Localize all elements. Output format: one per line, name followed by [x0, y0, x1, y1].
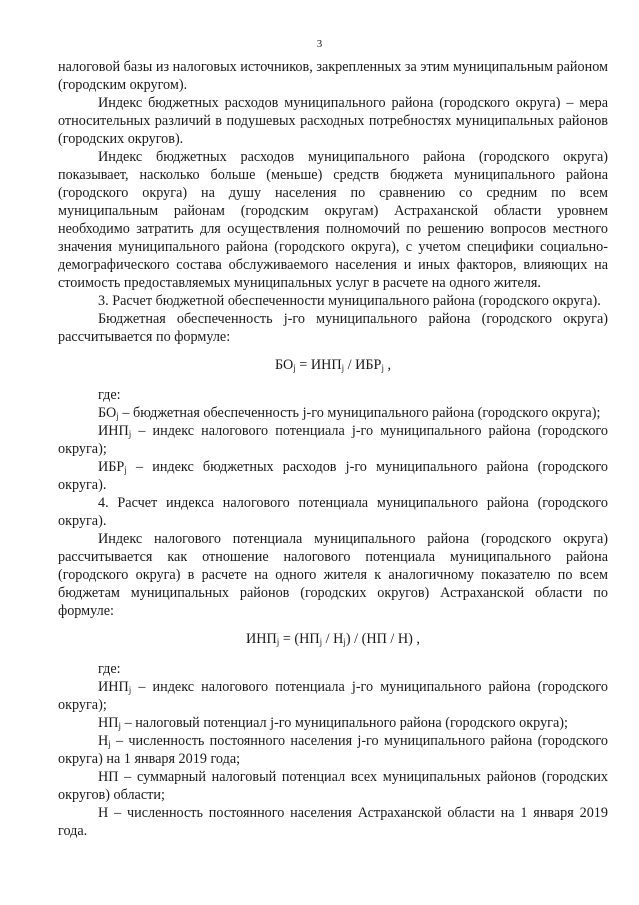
- paragraph: Индекс бюджетных расходов муниципального района (городского округа) – мера относительных различий в подушевых расходных потребностях муниципальных районов (городских округов).: [58, 95, 608, 147]
- definition: [58, 404, 608, 422]
- definition-text: – индекс налогового потенциала j-го муниципального района (городского округа);: [58, 679, 608, 713]
- definition-symbol: ИБР: [98, 459, 125, 475]
- definition: [58, 678, 608, 714]
- definition-text: – индекс бюджетных расходов j-го муниципального района (городского округа).: [58, 459, 608, 493]
- where-label: где:: [98, 661, 121, 677]
- definition-symbol: ИНП: [98, 423, 129, 439]
- definition-symbol: БО: [98, 405, 117, 421]
- formula-subscript: j: [343, 637, 346, 647]
- definition: [58, 804, 608, 840]
- formula-subscript: j: [293, 363, 296, 373]
- formula-subscript: j: [276, 637, 280, 647]
- formula-term: ИНП: [246, 631, 277, 647]
- formula-term: / Н: [322, 631, 344, 647]
- paragraph: Индекс налогового потенциала муниципального района (городского округа) рассчитывается как отношение налогового потенциала муниципального района (городского округа) в расчете на одного жителя к аналогичному показателю по всем бюджетам муниципальных районов (городских округов) Астраханской области по формуле:: [58, 531, 608, 619]
- definition-text: – численность постоянного населения Астраханской области на 1 января 2019 года.: [58, 805, 608, 839]
- document-body: [58, 58, 608, 840]
- definition-text: – налоговый потенциал j-го муниципального района (городского округа);: [121, 715, 568, 731]
- formula-tax-potential-index: [58, 630, 608, 648]
- formula-subscript: j: [341, 363, 345, 373]
- formula-term: / ИБР: [344, 357, 382, 373]
- formula-subscript: j: [128, 685, 132, 695]
- definition: [58, 458, 608, 494]
- formula-subscript: j: [128, 429, 132, 439]
- definition-text: – индекс налогового потенциала j-го муниципального района (городского округа);: [58, 423, 608, 457]
- page-number: 3: [316, 38, 323, 50]
- where-label: где:: [98, 387, 121, 403]
- paragraph: налоговой базы из налоговых источников, закрепленных за этим муниципальным районом (городским округом).: [58, 59, 608, 93]
- paragraph: Бюджетная обеспеченность j-го муниципального района (городского округа) рассчитывается по формуле:: [58, 311, 608, 345]
- definition-text: – численность постоянного населения j-го муниципального района (городского округа) на 1 января 2019 года;: [58, 733, 608, 767]
- formula-term: = (НП: [279, 631, 320, 647]
- definition-text: – бюджетная обеспеченность j-го муниципального района (городского округа);: [118, 405, 601, 421]
- formula-subscript: j: [108, 739, 111, 749]
- formula-subscript: j: [118, 721, 122, 731]
- definition-symbol: ИНП: [98, 679, 129, 695]
- definition-text: – суммарный налоговый потенциал всех муниципальных районов (городских округов) области;: [58, 769, 608, 803]
- definition: [58, 732, 608, 768]
- definition: [58, 768, 608, 804]
- formula-term: ,: [383, 357, 392, 373]
- definition: [58, 714, 608, 732]
- formula-term: БО: [274, 357, 294, 373]
- formula-term: = ИНП: [295, 357, 342, 373]
- definition-symbol: НП: [98, 715, 119, 731]
- section-heading: 3. Расчет бюджетной обеспеченности муниципального района (городского округа).: [98, 293, 601, 309]
- formula-subscript: j: [319, 637, 323, 647]
- formula-subscript: j: [116, 411, 119, 421]
- definition-symbol: Н: [98, 805, 109, 821]
- formula-term: ) / (НП / Н) ,: [345, 631, 420, 647]
- definition-symbol: НП: [98, 769, 119, 785]
- section-heading: 4. Расчет индекса налогового потенциала муниципального района (городского округа).: [58, 495, 608, 529]
- definition-symbol: Н: [98, 733, 109, 749]
- formula-budget-sufficiency: [58, 356, 608, 374]
- formula-subscript: j: [124, 465, 127, 475]
- definition: [58, 422, 608, 458]
- formula-subscript: j: [381, 363, 384, 373]
- paragraph: Индекс бюджетных расходов муниципального района (городского округа) показывает, насколько больше (меньше) средств бюджета муниципального района (городского округа) на душу населения по сравнению со средним по всем муниципальным районам (городским округам) Астраханской области уровнем необходимо затратить для осуществления полномочий по решению вопросов местного значения муниципального района (городского округа), с учетом специфики социально-демографического состава обслуживаемого населения и иных факторов, влияющих на стоимость предоставляемых муниципальных услуг в расчете на одного жителя.: [58, 149, 608, 291]
